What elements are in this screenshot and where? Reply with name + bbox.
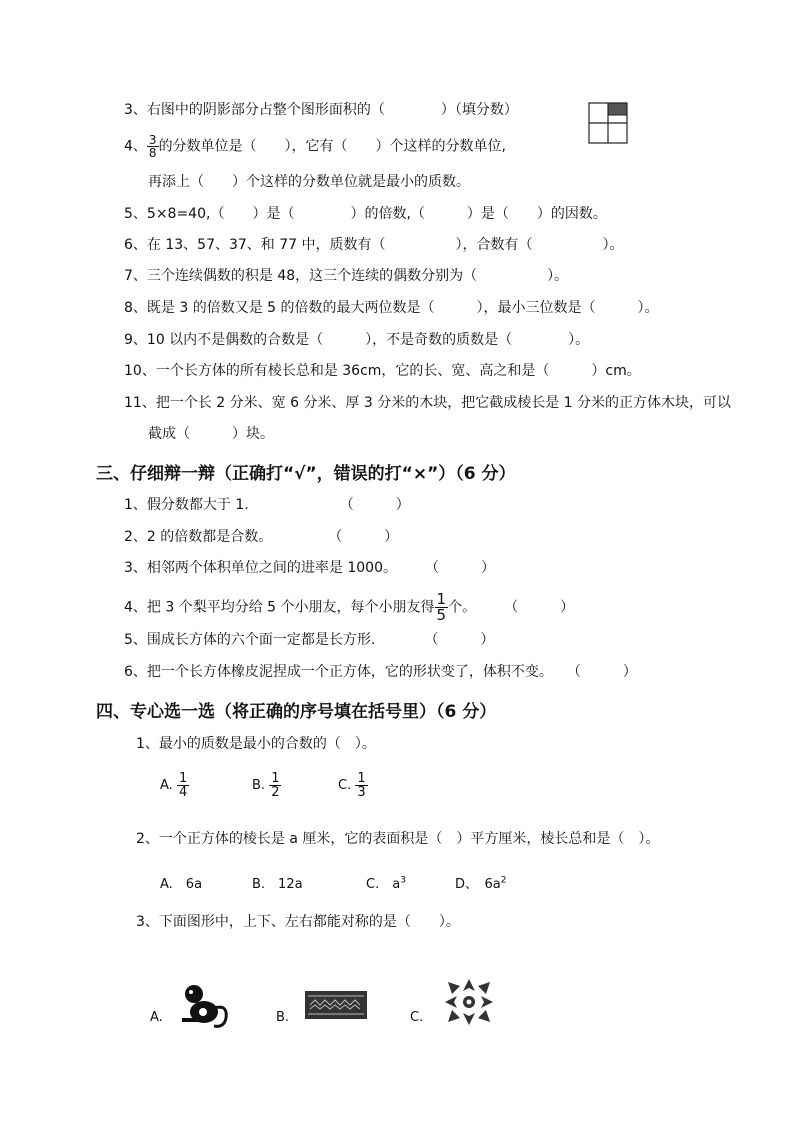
section-4-title: 四、专心选一选（将正确的序号填在括号里）（6 分）	[96, 702, 497, 722]
question-2-11-continued: 截成（ ）块。	[148, 426, 274, 442]
option-label: C.	[338, 778, 352, 793]
option-b: B. 12a	[252, 877, 303, 892]
option-fraction	[177, 772, 189, 799]
question-2-5: 5、5×8=40,（ ）是（ ）的倍数,（ ）是（ ）的因数。	[124, 206, 607, 222]
fraction-denominator: 3	[357, 785, 366, 800]
option-fraction	[269, 772, 281, 799]
question-3-5: 5、围成长方体的六个面一定都是长方形. （ ）	[124, 632, 495, 648]
fraction-3-8	[147, 134, 159, 159]
question-3-2: 2、2 的倍数都是合数。 （ ）	[124, 529, 399, 545]
question-2-6: 6、在 13、57、37、和 77 中，质数有（ ），合数有（ ）。	[124, 237, 624, 253]
question-3-4	[124, 592, 574, 623]
question-2-3: 3、右图中的阴影部分占整个图形面积的（ ）（填分数）	[124, 102, 518, 118]
fraction-denominator: 2	[271, 785, 280, 800]
question-text-end: 个。 （ ）	[448, 599, 575, 616]
fraction-denominator: 5	[436, 606, 447, 624]
question-2-10: 10、一个长方体的所有棱长总和是 36cm，它的长、宽、高之和是（ ）cm。	[124, 363, 641, 379]
question-3-1: 1、假分数都大于 1. （ ）	[124, 497, 410, 513]
option-a-label: A.	[150, 1010, 163, 1025]
fraction-numerator: 1	[178, 771, 188, 786]
fraction-denominator: 4	[178, 785, 188, 800]
patterned-band-image	[304, 990, 368, 1024]
fraction-denominator: 8	[148, 146, 157, 160]
question-2-7: 7、三个连续偶数的积是 48，这三个连续的偶数分别为（ ）。	[124, 268, 569, 284]
question-4-1: 1、最小的质数是最小的合数的（ ）。	[136, 736, 376, 752]
question-3-3: 3、相邻两个体积单位之间的进率是 1000。 （ ）	[124, 560, 495, 576]
option-c	[366, 873, 406, 892]
question-number: 4、	[124, 138, 147, 155]
question-text: 4、把 3 个梨平均分给 5 个小朋友，每个小朋友得	[124, 599, 435, 616]
fraction-numerator: 1	[436, 590, 447, 608]
option-text: C. a	[366, 877, 401, 892]
option-b-label: B.	[276, 1010, 290, 1025]
question-2-8: 8、既是 3 的倍数又是 5 的倍数的最大两位数是（ ），最小三位数是（ ）。	[124, 300, 659, 316]
section-3-title: 三、仔细辩一辩（正确打“√”，错误的打“×”）（6 分）	[96, 464, 516, 484]
snowflake-pattern-image	[442, 976, 496, 1032]
exponent: 3	[400, 875, 406, 886]
fraction-1-5	[435, 592, 449, 623]
option-b	[252, 772, 281, 799]
option-fraction	[355, 772, 367, 799]
question-4-3: 3、下面图形中，上下、左右都能对称的是（ ）。	[136, 914, 460, 930]
question-2-4-continued: 再添上（ ）个这样的分数单位就是最小的质数。	[148, 174, 470, 190]
fraction-numerator: 1	[271, 771, 280, 786]
option-a	[160, 772, 189, 799]
option-label: A.	[160, 778, 173, 793]
option-label: B.	[252, 778, 266, 793]
option-a: A. 6a	[160, 877, 203, 892]
shaded-grid-figure	[588, 102, 628, 144]
option-text: D、 6a	[455, 877, 501, 892]
question-4-2: 2、一个正方体的棱长是 a 厘米，它的表面积是（ ）平方厘米，棱长总和是（ ）。	[136, 831, 660, 847]
option-c	[338, 772, 368, 799]
question-2-11: 11、把一个长 2 分米、宽 6 分米、厚 3 分米的木块，把它截成棱长是 1 分米的正方体木块，可以	[124, 395, 732, 411]
fraction-numerator: 3	[148, 133, 157, 147]
papercut-monkey-image	[178, 982, 230, 1032]
exponent: 2	[500, 875, 507, 886]
question-3-6: 6、把一个长方体橡皮泥捏成一个正方体，它的形状变了，体积不变。 （ ）	[124, 664, 637, 680]
fraction-numerator: 1	[357, 771, 366, 786]
option-c-label: C.	[410, 1010, 424, 1025]
question-2-4	[124, 134, 506, 159]
question-2-9: 9、10 以内不是偶数的合数是（ ），不是奇数的质数是（ ）。	[124, 332, 590, 348]
question-text: 的分数单位是（ ），它有（ ）个这样的分数单位,	[158, 138, 507, 155]
option-d	[455, 873, 506, 892]
